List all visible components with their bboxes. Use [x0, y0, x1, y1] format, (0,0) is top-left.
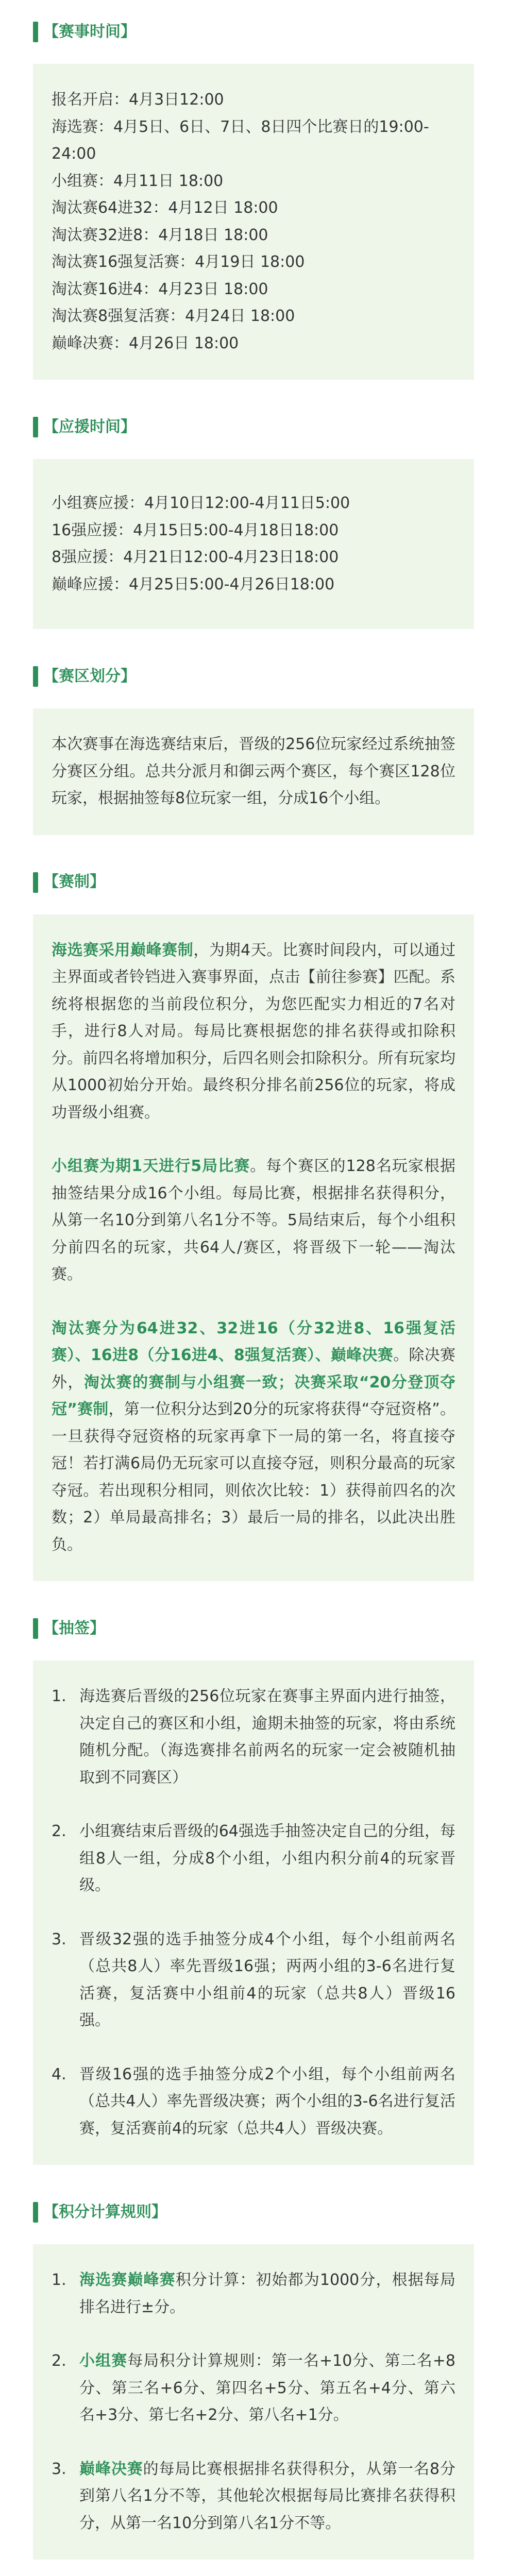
- draw-item: [52, 1818, 455, 1900]
- section-title-schedule: [33, 21, 474, 43]
- section-title-division: [33, 665, 474, 688]
- schedule-row: 小组赛：4月11日 18:00: [52, 172, 224, 190]
- item-text: 积分计算：初始都为1000分，根据每局排名进行±分。: [79, 2271, 455, 2316]
- section-marker: [33, 22, 38, 42]
- item-text: 海选赛后晋级的256位玩家在赛事主界面内进行抽签，决定自己的赛区和小组，逾期未抽签的玩家，将由系统随机分配。（海选赛排名前两名的玩家一定会被随机抽取到不同赛区）: [79, 1687, 455, 1787]
- section-marker: [33, 872, 38, 893]
- section-schedule: [33, 21, 474, 380]
- section-title-scoring: [33, 2201, 474, 2224]
- schedule-row: 淘汰赛64进32：4月12日 18:00: [52, 199, 278, 217]
- division-box: [33, 708, 474, 835]
- format-text: ，第一位积分达到20分的玩家将获得“夺冠资格”。一旦获得夺冠资格的玩家再拿下一局的第一名，将直接夺冠！若打满6局仍无玩家可以直接夺冠，则积分最高的玩家夺冠。若出现积分相同，则依次比较：1）获得前四名的次数；2）单局最高排名；3）最后一局的排名，以此决出胜负。: [52, 1400, 456, 1554]
- section-marker: [33, 2202, 38, 2223]
- item-text: 的每局比赛根据排名获得积分，从第一名8分到第八名1分不等，其他轮次根据每局比赛排名获得积分，从第一名10分到第八名1分不等。: [79, 2460, 455, 2532]
- schedule-row: 海选赛：4月5日、6日、7日、8日四个比赛日的19:00-24:00: [52, 117, 429, 163]
- item-text: 每局积分计算规则：第一名+10分、第二名+8分、第三名+6分、第四名+5分、第五名+4分、第六名+3分、第七名+2分、第八名+1分。: [79, 2352, 455, 2424]
- item-number: 1.: [52, 1687, 66, 1705]
- format-highlight: 淘汰赛分为64进32、32进16（分32进8、16强复活赛）、16进8（分16进4、8强复活赛）、巅峰决赛: [52, 1319, 455, 1364]
- section-title-draw: [33, 1617, 474, 1640]
- format-paragraph-knockout: [52, 1315, 455, 1559]
- item-number: 4.: [52, 2065, 66, 2083]
- section-marker: [33, 666, 38, 687]
- item-text-wrap: [79, 2456, 455, 2537]
- scoring-highlight: 小组赛: [79, 2352, 128, 2370]
- item-text-wrap: [79, 2267, 455, 2321]
- support-row: 16强应援：4月15日5:00-4月18日18:00: [52, 521, 339, 539]
- schedule-row: 淘汰赛16进4：4月23日 18:00: [52, 280, 268, 298]
- schedule-row: 淘汰赛8强复活赛：4月24日 18:00: [52, 307, 295, 325]
- item-number: 1.: [52, 2271, 66, 2289]
- section-division: [33, 665, 474, 835]
- section-title-support: [33, 416, 474, 438]
- section-format: [33, 871, 474, 1582]
- section-support: [33, 416, 474, 629]
- support-row: 8强应援：4月21日12:00-4月23日18:00: [52, 548, 339, 566]
- section-draw: [33, 1617, 474, 2165]
- format-highlight: 淘汰赛的赛制与小组赛一致；决赛采取“20分登顶夺冠”赛制: [52, 1373, 456, 1418]
- format-paragraph-group: [52, 1153, 455, 1289]
- item-number: 3.: [52, 2460, 66, 2478]
- draw-item: [52, 2061, 455, 2143]
- item-number: 2.: [52, 1822, 66, 1840]
- draw-item: [52, 1683, 455, 1791]
- item-text: 晋级32强的选手抽签分成4个小组，每个小组前两名（总共8人）率先晋级16强；两两小组的3-6名进行复活赛，复活赛中小组前4的玩家（总共8人）晋级16强。: [79, 1930, 455, 2029]
- division-text: 本次赛事在海选赛结束后，晋级的256位玩家经过系统抽签分赛区分组。总共分派月和御云两个赛区，每个赛区128位玩家，根据抽签每8位玩家一组，分成16个小组。: [52, 735, 455, 807]
- format-paragraph-audition: [52, 937, 455, 1127]
- support-title: 【应援时间】: [43, 417, 136, 436]
- section-title-format: [33, 871, 474, 894]
- support-row: 巅峰应援：4月25日5:00-4月26日18:00: [52, 575, 335, 594]
- draw-title: 【抽签】: [43, 1619, 105, 1637]
- support-box: [33, 459, 474, 629]
- division-title: 【赛区划分】: [43, 667, 136, 685]
- draw-box: [33, 1660, 474, 2165]
- format-box: [33, 914, 474, 1582]
- format-text: ，为期4天。比赛时间段内，可以通过主界面或者铃铛进入赛事界面，点击【前往参赛】匹配。系统将根据您的当前段位积分，为您匹配实力相近的7名对手，进行8人对局。每局比赛根据您的排名获得或扣除积分。前四名将增加积分，后四名则会扣除积分。所有玩家均从1000初始分开始。最终积分排名前256位的玩家，将成功晋级小组赛。: [52, 941, 456, 1122]
- scoring-highlight: 巅峰决赛: [79, 2460, 143, 2478]
- format-highlight: 小组赛为期1天进行5局比赛: [52, 1157, 250, 1175]
- scoring-item: [52, 2348, 455, 2429]
- schedule-title: 【赛事时间】: [43, 22, 136, 41]
- scoring-highlight: 海选赛巅峰赛: [79, 2271, 176, 2289]
- format-highlight: 海选赛采用巅峰赛制: [52, 941, 194, 959]
- item-number: 3.: [52, 1930, 66, 1948]
- section-scoring: [33, 2201, 474, 2560]
- schedule-row: 淘汰赛32进8：4月18日 18:00: [52, 226, 268, 244]
- item-text: 晋级16强的选手抽签分成2个小组，每个小组前两名（总共4人）率先晋级决赛；两个小组的3-6名进行复活赛，复活赛前4的玩家（总共4人）晋级决赛。: [79, 2065, 455, 2138]
- section-marker: [33, 1618, 38, 1639]
- format-title: 【赛制】: [43, 873, 105, 891]
- schedule-box: [33, 64, 474, 380]
- item-text: 小组赛结束后晋级的64强选手抽签决定自己的分组，每组8人一组，分成8个小组，小组内积分前4的玩家晋级。: [79, 1822, 455, 1894]
- schedule-row: 淘汰赛16强复活赛：4月19日 18:00: [52, 253, 305, 271]
- item-number: 2.: [52, 2352, 66, 2370]
- scoring-title: 【积分计算规则】: [43, 2202, 167, 2221]
- format-text: 。每个赛区的128名玩家根据抽签结果分成16个小组。每局比赛，根据排名获得积分，从第一名10分到第八名1分不等。5局结束后，每个小组积分前四名的玩家，共64人/赛区，将晋级下一轮——淘汰赛。: [52, 1157, 455, 1283]
- section-marker: [33, 417, 38, 437]
- support-row: 小组赛应援：4月10日12:00-4月11日5:00: [52, 494, 350, 512]
- scoring-item: [52, 2267, 455, 2321]
- scoring-box: [33, 2244, 474, 2560]
- item-text-wrap: [79, 2348, 455, 2429]
- format-text: 。除决赛外，: [52, 1346, 456, 1392]
- scoring-item: [52, 2456, 455, 2537]
- draw-item: [52, 1926, 455, 2035]
- schedule-row: 报名开启：4月3日12:00: [52, 91, 224, 109]
- schedule-row: 巅峰决赛：4月26日 18:00: [52, 334, 239, 352]
